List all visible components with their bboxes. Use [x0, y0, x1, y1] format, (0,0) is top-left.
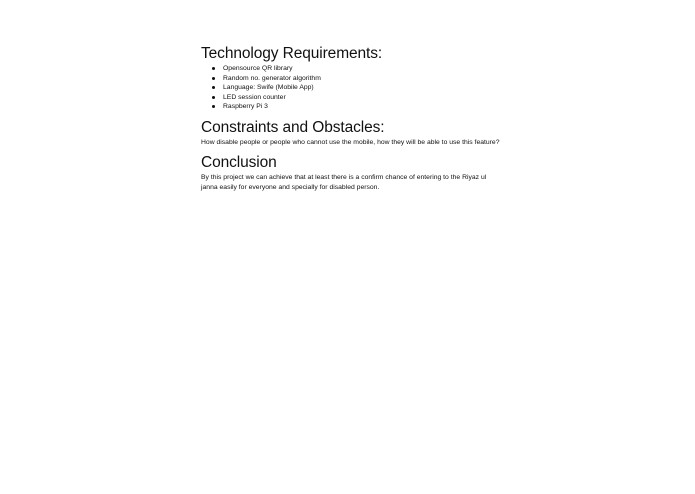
list-item-text: Random no. generator algorithm — [223, 74, 321, 82]
list-item-text: Raspberry Pi 3 — [223, 103, 268, 111]
bullet-icon — [212, 96, 215, 99]
bullet-icon — [212, 105, 215, 108]
list-item — [201, 102, 501, 112]
bullet-icon — [212, 86, 215, 89]
bullet-icon — [212, 67, 215, 70]
conclusion-heading: Conclusion — [201, 154, 277, 172]
list-item — [201, 83, 501, 93]
list-item — [201, 64, 501, 74]
constraints-paragraph: How disable people or people who cannot use the mobile, how they will be able to use this feature? — [201, 138, 500, 146]
list-item-text: Language: Swife (Mobile App) — [223, 84, 314, 92]
list-item — [201, 93, 501, 103]
technology-requirements-section — [201, 44, 501, 112]
technology-requirements-heading: Technology Requirements: — [201, 45, 383, 62]
bullet-icon — [212, 77, 215, 80]
list-item — [201, 74, 501, 84]
document-page — [201, 44, 501, 192]
list-item-text: LED session counter — [223, 93, 286, 101]
conclusion-section — [201, 153, 501, 192]
list-item-text: Opensource QR library — [223, 65, 293, 72]
conclusion-paragraph: By this project we can achieve that at least there is a confirm chance of entering to the Riyaz ul janna easily for everyone and specially for disabled person. — [201, 174, 487, 191]
constraints-section — [201, 118, 501, 148]
technology-requirements-list — [201, 64, 501, 112]
constraints-heading: Constraints and Obstacles: — [201, 118, 385, 136]
